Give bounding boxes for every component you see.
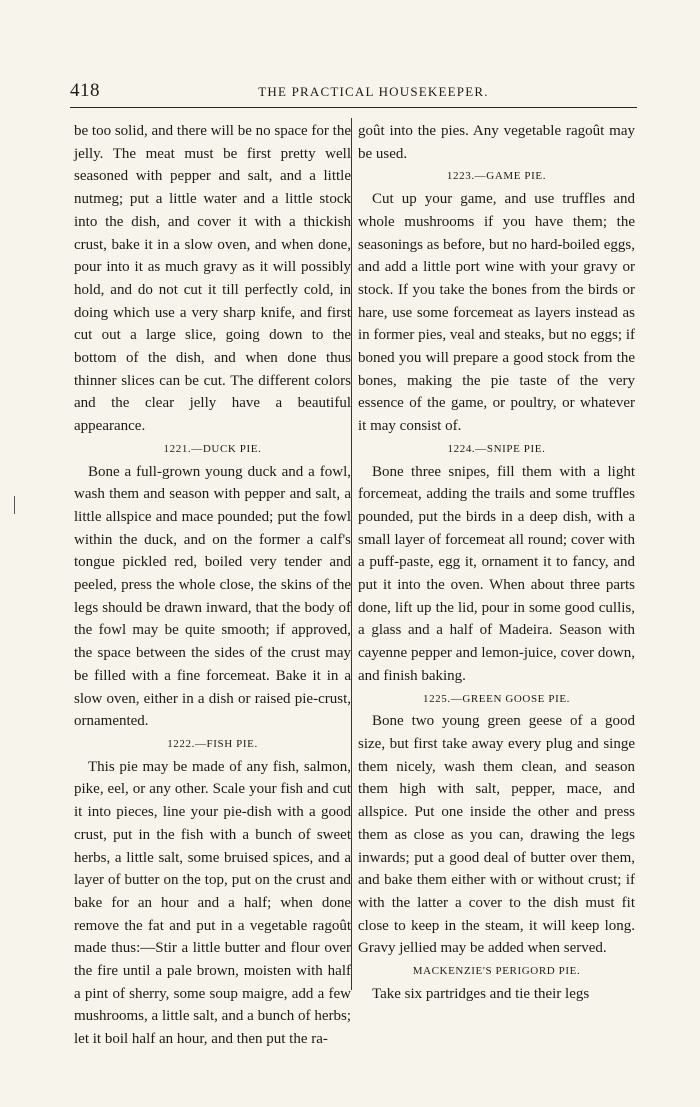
- page-number: 418: [70, 80, 100, 101]
- recipe-text-fish-pie: This pie may be made of any fish, salmon, pike, eel, or any other. Scale your fish and cut it into pieces, line your pie-dish with a good crust, put in the fish with a bunch of sweet herbs, a little salt, some bruised spices, and a layer of butter on the top, put on the crust and bake for an hour and a half; when done remove the fat and put in a vegetable ragoût made thus:—Stir a little butter and flour over the fire until a pale brown, moisten with half a pint of sherry, some soup maigre, add a few mushrooms, a little salt, and a bunch of herbs; let it boil half an hour, and then put the ra-: [74, 758, 351, 1048]
- recipe-text-snipe-pie: Bone three snipes, fill them with a light forcemeat, adding the trails and some truffles pounded, put the birds in a deep dish, with a small layer of forcemeat all round; cover with a puff-paste, egg it, ornament it to fancy, and put it into the oven. When about three parts done, lift up the lid, pour in some good cullis, a glass and a half of Madeira. Season with cayenne pepper and lemon-juice, cover down, and finish baking.: [358, 463, 635, 684]
- recipe-title-duck-pie: 1221.—DUCK PIE.: [163, 442, 262, 455]
- recipe-text-perigord-pie: Take six partridges and tie their legs: [372, 985, 590, 1002]
- margin-mark: [14, 496, 15, 514]
- recipe-title-snipe-pie: 1224.—SNIPE PIE.: [447, 442, 546, 455]
- right-column: [358, 120, 635, 1005]
- recipe-text-green-goose-pie: Bone two young green geese of a good size, but first take away every plug and singe them nicely, wash them clean, and season them high with salt, pepper, mace, and allspice. Put one inside the other and press them as close as you can, drawing the legs inwards; put a good deal of butter over them, and bake them either with or without crust; if with the latter a cover to the dish must fit close to keep in the steam, it will keep long. Gravy jellied may be added when served.: [358, 713, 635, 957]
- column-divider: [351, 118, 352, 990]
- recipe-text-duck-pie: Bone a full-grown young duck and a fowl, wash them and season with pepper and salt, a little allspice and mace pounded; put the fowl within the duck, and on the former a calf's tongue pickled red, boiled very tender and peeled, press the whole close, the skins of the legs should be drawn inward, that the body of the fowl may be quite smooth; if approved, the space between the sides of the crust may be filled with a fine forcemeat. Bake it in a slow oven, either in a dish or raised pie-crust, ornamented.: [74, 463, 351, 730]
- left-column: [74, 120, 351, 1051]
- recipe-title-game-pie: 1223.—GAME PIE.: [446, 170, 547, 183]
- running-head: THE PRACTICAL HOUSEKEEPER.: [258, 84, 489, 99]
- page-header: [70, 80, 637, 104]
- recipe-title-fish-pie: 1222.—FISH PIE.: [167, 737, 258, 750]
- recipe-text-game-pie: Cut up your game, and use truffles and whole mushrooms if you have them; the seasonings as before, but no hard-boiled eggs, and add a little port wine with your gravy or stock. If you take the bones from the birds or hare, use some forcemeat as layers instead as in former pies, veal and steaks, but no eggs; if boned you will prepare a good stock from the bones, making the pie taste of the very essence of the game, or poultry, or whatever it may consist of.: [358, 191, 635, 435]
- recipe-title-perigord-pie: MACKENZIE'S PERIGORD PIE.: [412, 965, 581, 978]
- recipe-title-green-goose-pie: 1225.—GREEN GOOSE PIE.: [422, 692, 571, 705]
- header-rule: [70, 107, 637, 108]
- continued-paragraph: goût into the pies. Any vegetable ragoût may be used.: [358, 123, 635, 162]
- continued-paragraph: be too solid, and there will be no space for the jelly. The meat must be first pretty well seasoned with pepper and salt, and a little nutmeg; put a little water and a little stock into the dish, and cover it with a thickish crust, bake it in a slow oven, and when done, pour into it as much gravy as it will possibly hold, and do not cut it till perfectly cold, in doing which use a very sharp knife, and first cut out a large slice, going down to the bottom of the dish, and when done thus thinner slices can be cut. The different colors and the clear jelly have a beautiful appearance.: [74, 123, 352, 435]
